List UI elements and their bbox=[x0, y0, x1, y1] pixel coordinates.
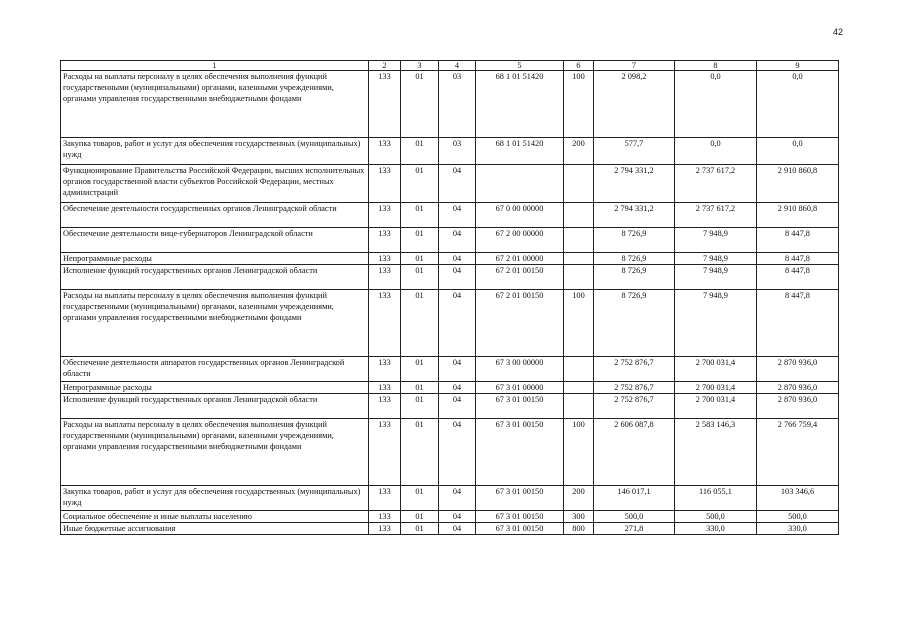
header-cell: 7 bbox=[594, 61, 675, 71]
amount-col7-cell: 2 794 331,2 bbox=[594, 165, 675, 203]
amount-col8-cell: 0,0 bbox=[675, 71, 757, 138]
table-row bbox=[61, 357, 839, 382]
subsection-code-cell: 04 bbox=[439, 357, 476, 382]
row-name-cell: Обеспечение деятельности вице-губернаторов Ленинградской области bbox=[61, 228, 369, 253]
target-article-cell: 67 3 01 00150 bbox=[476, 394, 564, 419]
target-article-cell: 67 3 01 00150 bbox=[476, 486, 564, 511]
section-code-cell: 01 bbox=[401, 382, 439, 394]
budget-table bbox=[60, 60, 839, 535]
target-article-cell: 67 2 01 00150 bbox=[476, 265, 564, 290]
subsection-code-cell: 03 bbox=[439, 71, 476, 138]
row-name-cell: Непрограммные расходы bbox=[61, 382, 369, 394]
admin-code-cell: 133 bbox=[369, 203, 401, 228]
header-cell: 8 bbox=[675, 61, 757, 71]
amount-col9-cell: 0,0 bbox=[757, 138, 839, 165]
section-code-cell: 01 bbox=[401, 253, 439, 265]
amount-col9-cell: 2 766 759,4 bbox=[757, 419, 839, 486]
admin-code-cell: 133 bbox=[369, 511, 401, 523]
amount-col9-cell: 8 447,8 bbox=[757, 265, 839, 290]
amount-col8-cell: 7 948,9 bbox=[675, 265, 757, 290]
admin-code-cell: 133 bbox=[369, 228, 401, 253]
expense-type-cell bbox=[564, 394, 594, 419]
header-cell: 3 bbox=[401, 61, 439, 71]
amount-col7-cell: 8 726,9 bbox=[594, 265, 675, 290]
page-number: 42 bbox=[832, 27, 843, 37]
amount-col8-cell: 2 700 031,4 bbox=[675, 394, 757, 419]
expense-type-cell: 800 bbox=[564, 523, 594, 535]
amount-col7-cell: 2 098,2 bbox=[594, 71, 675, 138]
subsection-code-cell: 04 bbox=[439, 203, 476, 228]
amount-col9-cell: 2 870 936,0 bbox=[757, 382, 839, 394]
row-name-cell: Иные бюджетные ассигнования bbox=[61, 523, 369, 535]
table-row bbox=[61, 165, 839, 203]
amount-col7-cell: 2 752 876,7 bbox=[594, 382, 675, 394]
table-row bbox=[61, 419, 839, 486]
subsection-code-cell: 04 bbox=[439, 382, 476, 394]
amount-col7-cell: 8 726,9 bbox=[594, 228, 675, 253]
section-code-cell: 01 bbox=[401, 419, 439, 486]
amount-col8-cell: 500,0 bbox=[675, 511, 757, 523]
row-name-cell: Непрограммные расходы bbox=[61, 253, 369, 265]
target-article-cell: 67 2 01 00150 bbox=[476, 290, 564, 357]
subsection-code-cell: 04 bbox=[439, 290, 476, 357]
expense-type-cell: 100 bbox=[564, 290, 594, 357]
expense-type-cell: 300 bbox=[564, 511, 594, 523]
amount-col7-cell: 8 726,9 bbox=[594, 253, 675, 265]
target-article-cell: 67 3 01 00150 bbox=[476, 419, 564, 486]
amount-col8-cell: 7 948,9 bbox=[675, 253, 757, 265]
admin-code-cell: 133 bbox=[369, 394, 401, 419]
expense-type-cell: 200 bbox=[564, 138, 594, 165]
admin-code-cell: 133 bbox=[369, 253, 401, 265]
section-code-cell: 01 bbox=[401, 486, 439, 511]
amount-col9-cell: 103 346,6 bbox=[757, 486, 839, 511]
amount-col7-cell: 146 017,1 bbox=[594, 486, 675, 511]
section-code-cell: 01 bbox=[401, 357, 439, 382]
section-code-cell: 01 bbox=[401, 203, 439, 228]
amount-col9-cell: 2 870 936,0 bbox=[757, 394, 839, 419]
section-code-cell: 01 bbox=[401, 71, 439, 138]
amount-col9-cell: 0,0 bbox=[757, 71, 839, 138]
header-cell: 2 bbox=[369, 61, 401, 71]
header-row bbox=[61, 61, 839, 71]
expense-type-cell bbox=[564, 382, 594, 394]
header-cell: 4 bbox=[439, 61, 476, 71]
amount-col7-cell: 2 794 331,2 bbox=[594, 203, 675, 228]
section-code-cell: 01 bbox=[401, 394, 439, 419]
section-code-cell: 01 bbox=[401, 138, 439, 165]
subsection-code-cell: 04 bbox=[439, 511, 476, 523]
row-name-cell: Функционирование Правительства Российской Федерации, высших исполнительных органов государственной власти субъектов Российской Федерации, местных администраций bbox=[61, 165, 369, 203]
amount-col8-cell: 2 737 617,2 bbox=[675, 203, 757, 228]
table-row bbox=[61, 228, 839, 253]
expense-type-cell bbox=[564, 228, 594, 253]
expense-type-cell bbox=[564, 253, 594, 265]
amount-col8-cell: 2 700 031,4 bbox=[675, 357, 757, 382]
target-article-cell: 67 2 01 00000 bbox=[476, 253, 564, 265]
subsection-code-cell: 04 bbox=[439, 228, 476, 253]
expense-type-cell: 200 bbox=[564, 486, 594, 511]
amount-col8-cell: 2 700 031,4 bbox=[675, 382, 757, 394]
section-code-cell: 01 bbox=[401, 511, 439, 523]
expense-type-cell: 100 bbox=[564, 71, 594, 138]
section-code-cell: 01 bbox=[401, 265, 439, 290]
table-row bbox=[61, 71, 839, 138]
expense-type-cell bbox=[564, 165, 594, 203]
amount-col9-cell: 8 447,8 bbox=[757, 228, 839, 253]
row-name-cell: Закупка товаров, работ и услуг для обеспечения государственных (муниципальных) нужд bbox=[61, 486, 369, 511]
table-row bbox=[61, 138, 839, 165]
expense-type-cell bbox=[564, 203, 594, 228]
admin-code-cell: 133 bbox=[369, 523, 401, 535]
row-name-cell: Расходы на выплаты персоналу в целях обеспечения выполнения функций государственными (муниципальными) органами, казенными учреждениями, органами управления государственными внебюджетными фондами bbox=[61, 290, 369, 357]
target-article-cell: 68 1 01 51420 bbox=[476, 71, 564, 138]
row-name-cell: Исполнение функций государственных органов Ленинградской области bbox=[61, 394, 369, 419]
subsection-code-cell: 04 bbox=[439, 265, 476, 290]
admin-code-cell: 133 bbox=[369, 290, 401, 357]
subsection-code-cell: 04 bbox=[439, 419, 476, 486]
amount-col7-cell: 2 752 876,7 bbox=[594, 357, 675, 382]
amount-col8-cell: 2 737 617,2 bbox=[675, 165, 757, 203]
table-row bbox=[61, 203, 839, 228]
amount-col9-cell: 330,0 bbox=[757, 523, 839, 535]
admin-code-cell: 133 bbox=[369, 357, 401, 382]
amount-col9-cell: 8 447,8 bbox=[757, 290, 839, 357]
subsection-code-cell: 03 bbox=[439, 138, 476, 165]
target-article-cell: 67 0 00 00000 bbox=[476, 203, 564, 228]
expense-type-cell bbox=[564, 265, 594, 290]
section-code-cell: 01 bbox=[401, 523, 439, 535]
amount-col7-cell: 271,8 bbox=[594, 523, 675, 535]
subsection-code-cell: 04 bbox=[439, 486, 476, 511]
table-row bbox=[61, 394, 839, 419]
table-row bbox=[61, 523, 839, 535]
table-row bbox=[61, 265, 839, 290]
amount-col9-cell: 2 870 936,0 bbox=[757, 357, 839, 382]
target-article-cell: 67 2 00 00000 bbox=[476, 228, 564, 253]
table-row bbox=[61, 511, 839, 523]
admin-code-cell: 133 bbox=[369, 138, 401, 165]
header-cell: 9 bbox=[757, 61, 839, 71]
table-row bbox=[61, 253, 839, 265]
amount-col8-cell: 0,0 bbox=[675, 138, 757, 165]
expense-type-cell: 100 bbox=[564, 419, 594, 486]
admin-code-cell: 133 bbox=[369, 419, 401, 486]
table-row bbox=[61, 290, 839, 357]
subsection-code-cell: 04 bbox=[439, 523, 476, 535]
target-article-cell: 67 3 01 00150 bbox=[476, 511, 564, 523]
amount-col7-cell: 500,0 bbox=[594, 511, 675, 523]
amount-col9-cell: 2 910 860,8 bbox=[757, 203, 839, 228]
row-name-cell: Расходы на выплаты персоналу в целях обеспечения выполнения функций государственными (муниципальными) органами, казенными учреждениями, органами управления государственными внебюджетными фондами bbox=[61, 71, 369, 138]
target-article-cell: 67 3 01 00000 bbox=[476, 382, 564, 394]
amount-col8-cell: 7 948,9 bbox=[675, 228, 757, 253]
admin-code-cell: 133 bbox=[369, 165, 401, 203]
amount-col9-cell: 2 910 860,8 bbox=[757, 165, 839, 203]
admin-code-cell: 133 bbox=[369, 71, 401, 138]
subsection-code-cell: 04 bbox=[439, 165, 476, 203]
table-row bbox=[61, 382, 839, 394]
header-cell: 1 bbox=[61, 61, 369, 71]
amount-col7-cell: 577,7 bbox=[594, 138, 675, 165]
row-name-cell: Расходы на выплаты персоналу в целях обеспечения выполнения функций государственными (муниципальными) органами, казенными учреждениями, органами управления государственными внебюджетными фондами bbox=[61, 419, 369, 486]
amount-col7-cell: 8 726,9 bbox=[594, 290, 675, 357]
admin-code-cell: 133 bbox=[369, 382, 401, 394]
amount-col7-cell: 2 752 876,7 bbox=[594, 394, 675, 419]
section-code-cell: 01 bbox=[401, 165, 439, 203]
subsection-code-cell: 04 bbox=[439, 394, 476, 419]
amount-col8-cell: 7 948,9 bbox=[675, 290, 757, 357]
expense-type-cell bbox=[564, 357, 594, 382]
header-cell: 6 bbox=[564, 61, 594, 71]
amount-col9-cell: 8 447,8 bbox=[757, 253, 839, 265]
target-article-cell: 67 3 01 00150 bbox=[476, 523, 564, 535]
target-article-cell: 67 3 00 00000 bbox=[476, 357, 564, 382]
section-code-cell: 01 bbox=[401, 290, 439, 357]
amount-col8-cell: 2 583 146,3 bbox=[675, 419, 757, 486]
subsection-code-cell: 04 bbox=[439, 253, 476, 265]
amount-col7-cell: 2 606 087,8 bbox=[594, 419, 675, 486]
row-name-cell: Закупка товаров, работ и услуг для обеспечения государственных (муниципальных) нужд bbox=[61, 138, 369, 165]
target-article-cell: 68 1 01 51420 bbox=[476, 138, 564, 165]
admin-code-cell: 133 bbox=[369, 486, 401, 511]
row-name-cell: Обеспечение деятельности государственных органов Ленинградской области bbox=[61, 203, 369, 228]
table-row bbox=[61, 486, 839, 511]
section-code-cell: 01 bbox=[401, 228, 439, 253]
amount-col9-cell: 500,0 bbox=[757, 511, 839, 523]
row-name-cell: Исполнение функций государственных органов Ленинградской области bbox=[61, 265, 369, 290]
header-cell: 5 bbox=[476, 61, 564, 71]
row-name-cell: Социальное обеспечение и иные выплаты населению bbox=[61, 511, 369, 523]
target-article-cell bbox=[476, 165, 564, 203]
row-name-cell: Обеспечение деятельности аппаратов государственных органов Ленинградской области bbox=[61, 357, 369, 382]
amount-col8-cell: 116 055,1 bbox=[675, 486, 757, 511]
admin-code-cell: 133 bbox=[369, 265, 401, 290]
amount-col8-cell: 330,0 bbox=[675, 523, 757, 535]
